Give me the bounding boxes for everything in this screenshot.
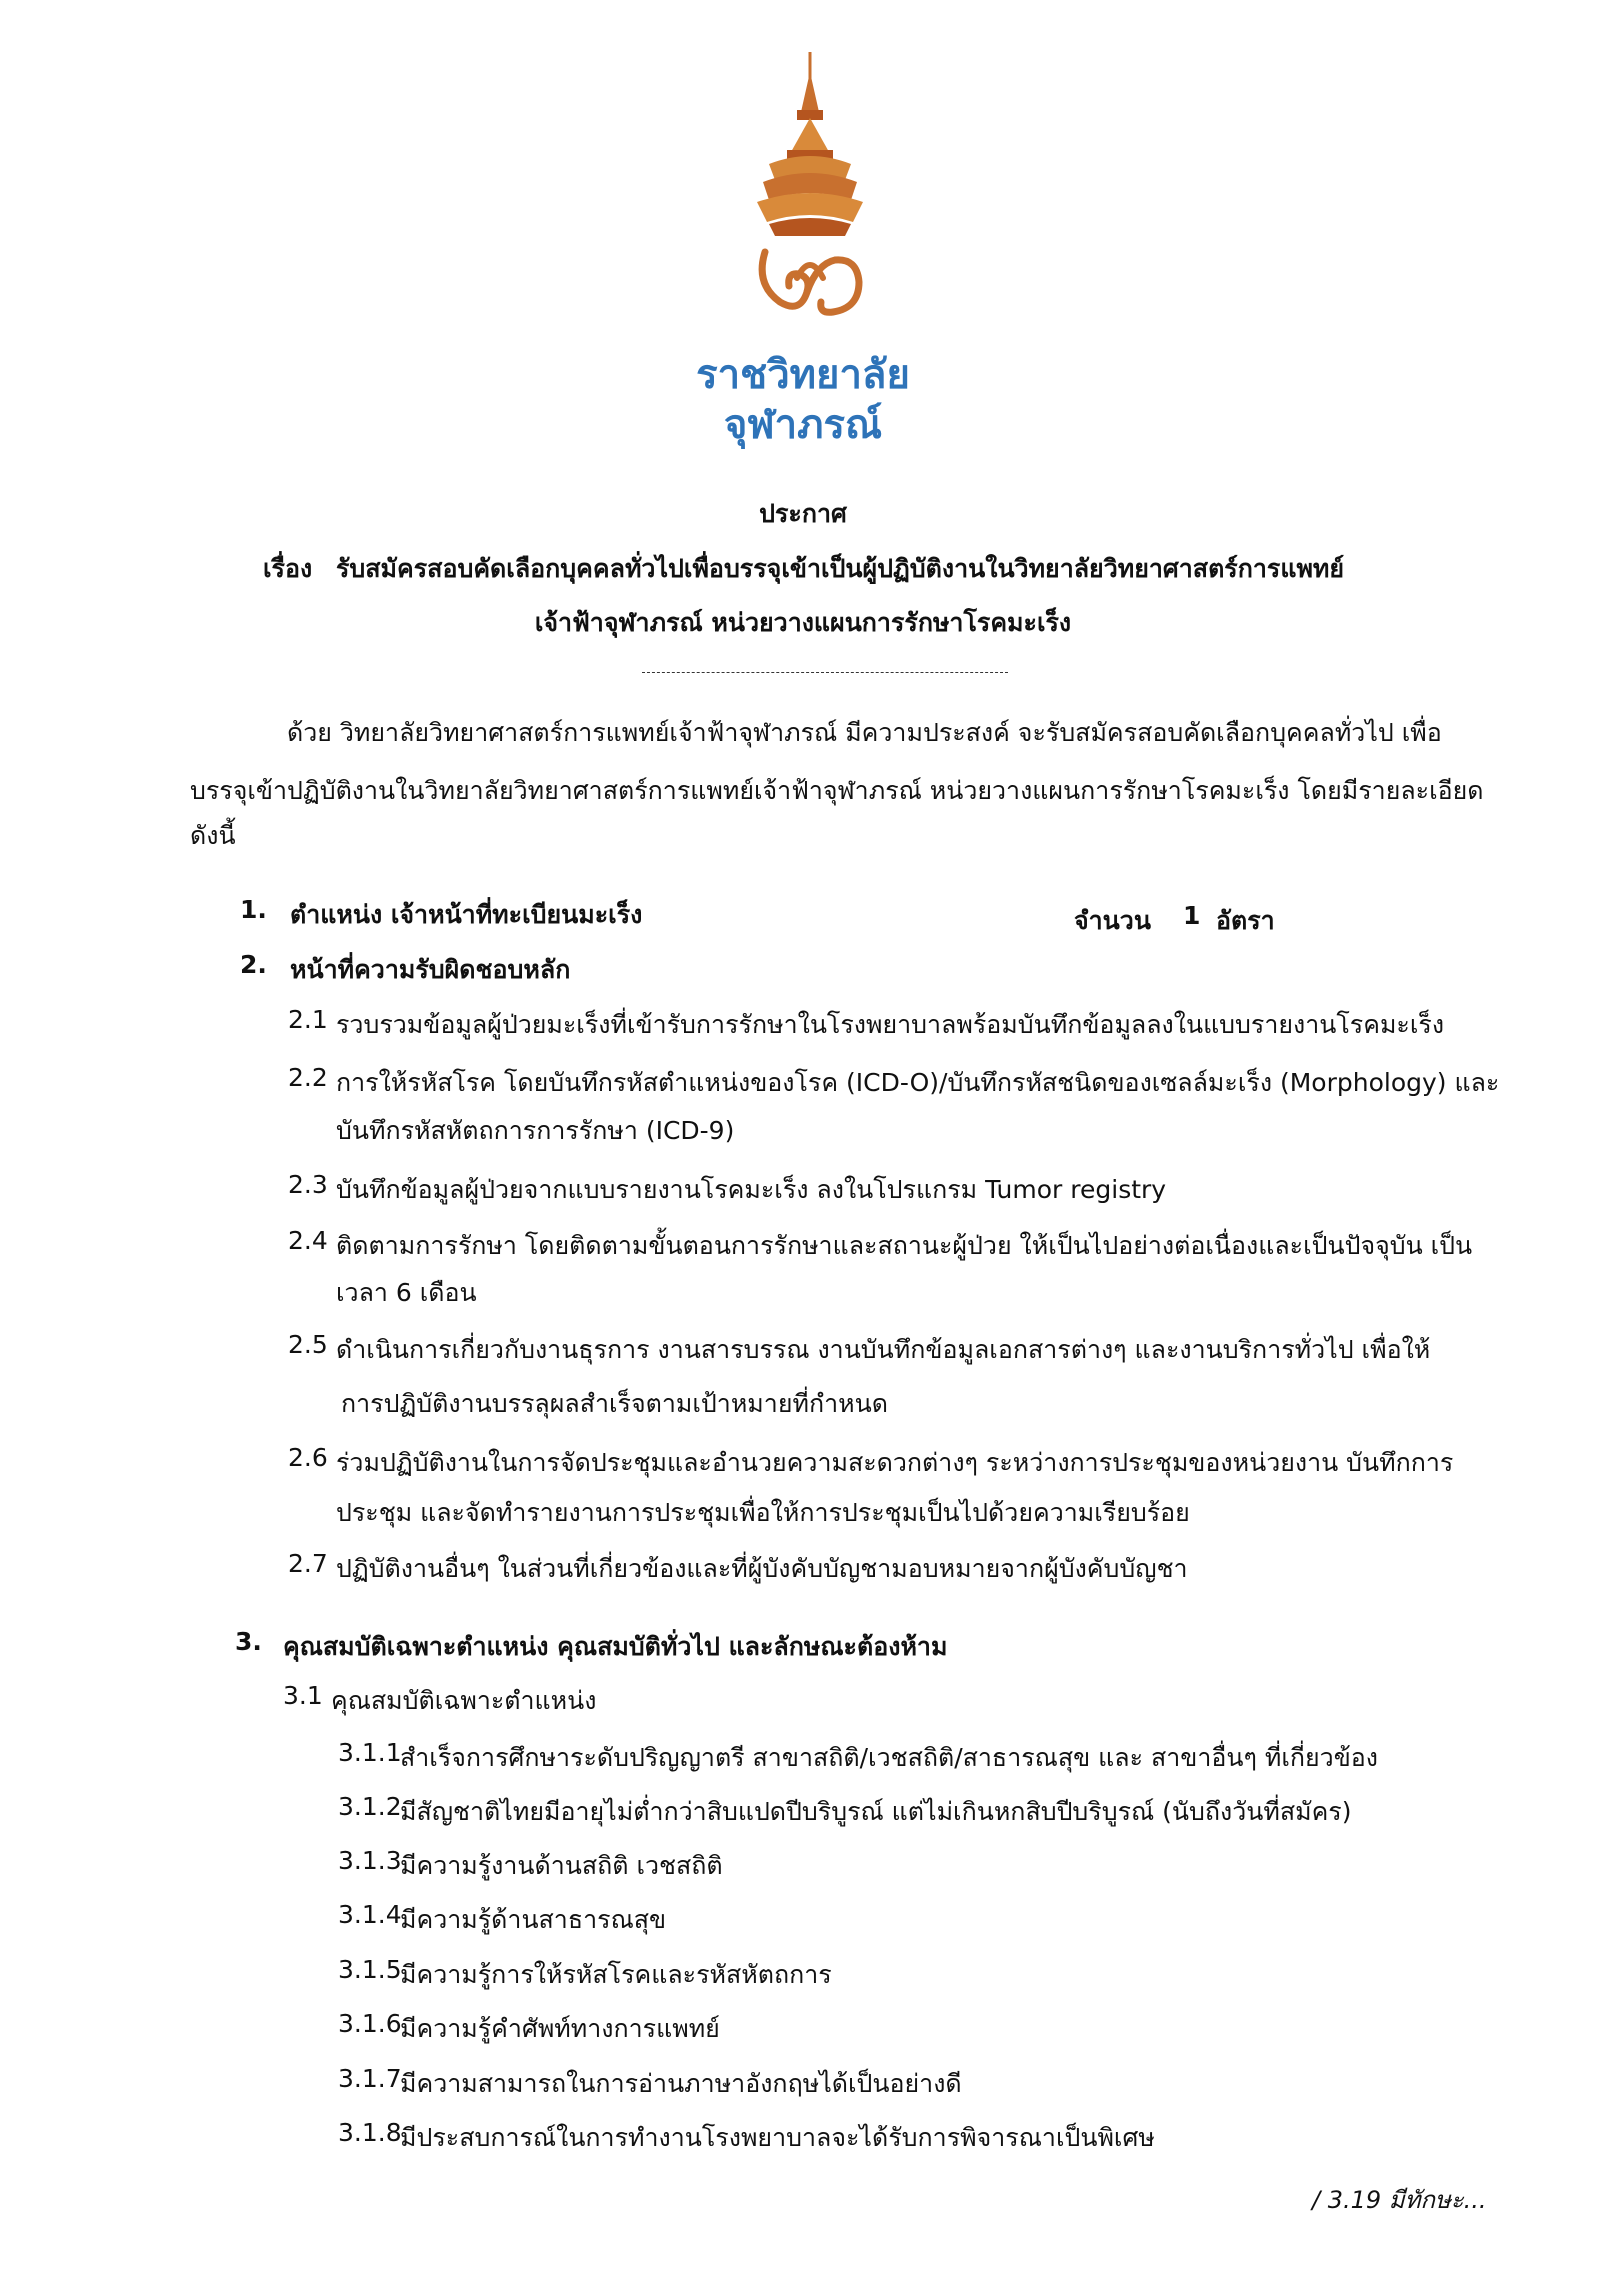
section-1-position: ตำแหน่ง เจ้าหน้าที่ทะเบียนมะเร็ง [290,900,643,929]
item-2-1-number: 2.1 [288,1005,328,1034]
item-2-5-text-line-1: ดำเนินการเกี่ยวกับงานธุรการ งานสารบรรณ งานบันทึกข้อมูลเอกสารต่างๆ และงานบริการทั่วไป เพื่อให้ [336,1335,1431,1364]
item-2-2-number: 2.2 [288,1063,328,1092]
announcement-title: ประกาศ [759,499,847,528]
section-3-title: คุณสมบัติเฉพาะตำแหน่ง คุณสมบัติทั่วไป และลักษณะต้องห้าม [283,1632,948,1661]
intro-line-2: บรรจุเข้าปฏิบัติงานในวิทยาลัยวิทยาศาสตร์การแพทย์เจ้าฟ้าจุฬาภรณ์ หน่วยวางแผนการรักษาโรคมะเร็ง โดยมีรายละเอียด [190,776,1484,805]
item-3-1-8-text: มีประสบการณ์ในการทำงานโรงพยาบาลจะได้รับการพิจารณาเป็นพิเศษ [400,2123,1155,2152]
intro-line-3: ดังนี้ [190,821,236,850]
item-3-1-2-number: 3.1.2 [338,1792,402,1821]
item-2-4-number: 2.4 [288,1226,328,1255]
item-3-1-2-text: มีสัญชาติไทยมีอายุไม่ต่ำกว่าสิบแปดปีบริบูรณ์ แต่ไม่เกินหกสิบปีบริบูรณ์ (นับถึงวันที่สมัคร) [400,1797,1352,1826]
item-2-7-text: ปฏิบัติงานอื่นๆ ในส่วนที่เกี่ยวข้องและที่ผู้บังคับบัญชามอบหมายจากผู้บังคับบัญชา [336,1554,1188,1583]
item-2-2-text-line-2: บันทึกรหัสหัตถการการรักษา (ICD-9) [336,1116,735,1145]
college-emblem [735,52,885,334]
item-2-1-text: รวบรวมข้อมูลผู้ป่วยมะเร็งที่เข้ารับการรักษาในโรงพยาบาลพร้อมบันทึกข้อมูลลงในแบบรายงานโรคมะเร็ง [336,1010,1445,1039]
item-3-1-7-text: มีความสามารถในการอ่านภาษาอังกฤษได้เป็นอย่างดี [400,2069,962,2098]
item-3-1-1-text: สำเร็จการศึกษาระดับปริญญาตรี สาขาสถิติ/เวชสถิติ/สาธารณสุข และ สาขาอื่นๆ ที่เกี่ยวข้อง [400,1743,1379,1772]
item-2-5-text-line-2: การปฏิบัติงานบรรลุผลสำเร็จตามเป้าหมายที่กำหนด [341,1389,888,1418]
item-2-6-text-line-2: ประชุม และจัดทำรายงานการประชุมเพื่อให้การประชุมเป็นไปด้วยความเรียบร้อย [336,1498,1190,1527]
subject-line-1: รับสมัครสอบคัดเลือกบุคคลทั่วไปเพื่อบรรจุเข้าเป็นผู้ปฏิบัติงานในวิทยาลัยวิทยาศาสตร์การแพทย์ [336,554,1345,583]
page-continuation: / 3.19 มีทักษะ... [1312,2186,1487,2214]
section-3-1-title: คุณสมบัติเฉพาะตำแหน่ง [331,1686,597,1715]
item-2-2-text-line-1: การให้รหัสโรค โดยบันทึกรหัสตำแหน่งของโรค (ICD-O)/บันทึกรหัสชนิดของเซลล์มะเร็ง (Morphology) และ [336,1068,1500,1097]
item-2-4-text-line-2: เวลา 6 เดือน [336,1278,477,1307]
section-3-number: 3. [235,1627,262,1656]
item-2-3-number: 2.3 [288,1170,328,1199]
item-2-5-number: 2.5 [288,1330,328,1359]
item-3-1-6-text: มีความรู้คำศัพท์ทางการแพทย์ [400,2014,720,2043]
item-2-6-number: 2.6 [288,1443,328,1472]
item-3-1-4-text: มีความรู้ด้านสาธารณสุข [400,1905,667,1934]
subject-line-2: เจ้าฟ้าจุฬาภรณ์ หน่วยวางแผนการรักษาโรคมะเร็ง [534,608,1072,637]
item-3-1-3-text: มีความรู้งานด้านสถิติ เวชสถิติ [400,1851,723,1880]
section-1-count: 1 [1183,901,1201,930]
item-3-1-6-number: 3.1.6 [338,2009,402,2038]
intro-line-1: ด้วย วิทยาลัยวิทยาศาสตร์การแพทย์เจ้าฟ้าจุฬาภรณ์ มีความประสงค์ จะรับสมัครสอบคัดเลือกบุคคลทั่วไป เพื่อ [287,718,1442,747]
logo-line-2: จุฬาภรณ์ [723,402,883,448]
item-3-1-1-number: 3.1.1 [338,1738,402,1767]
item-2-6-text-line-1: ร่วมปฏิบัติงานในการจัดประชุมและอำนวยความสะดวกต่างๆ ระหว่างการประชุมของหน่วยงาน บันทึกการ [336,1448,1454,1477]
item-2-3-text: บันทึกข้อมูลผู้ป่วยจากแบบรายงานโรคมะเร็ง ลงในโปรแกรม Tumor registry [336,1175,1167,1204]
section-1-number: 1. [240,895,267,924]
section-1-count-unit: อัตรา [1216,906,1275,935]
item-2-4-text-line-1: ติดตามการรักษา โดยติดตามขั้นตอนการรักษาและสถานะผู้ป่วย ให้เป็นไปอย่างต่อเนื่องและเป็นปัจจุบัน เป็น [336,1231,1473,1260]
header-divider [642,672,1008,673]
section-1-count-label: จำนวน [1074,906,1151,935]
logo-line-1: ราชวิทยาลัย [696,352,910,398]
section-2-title: หน้าที่ความรับผิดชอบหลัก [290,955,571,984]
item-3-1-7-number: 3.1.7 [338,2064,402,2093]
item-3-1-4-number: 3.1.4 [338,1900,402,1929]
item-3-1-5-number: 3.1.5 [338,1955,402,1984]
item-3-1-5-text: มีความรู้การให้รหัสโรคและรหัสหัตถการ [400,1960,832,1989]
section-3-1-number: 3.1 [283,1681,323,1710]
section-2-number: 2. [240,950,267,979]
item-3-1-8-number: 3.1.8 [338,2118,402,2147]
item-3-1-3-number: 3.1.3 [338,1846,402,1875]
item-2-7-number: 2.7 [288,1549,328,1578]
subject-label: เรื่อง [263,554,313,583]
